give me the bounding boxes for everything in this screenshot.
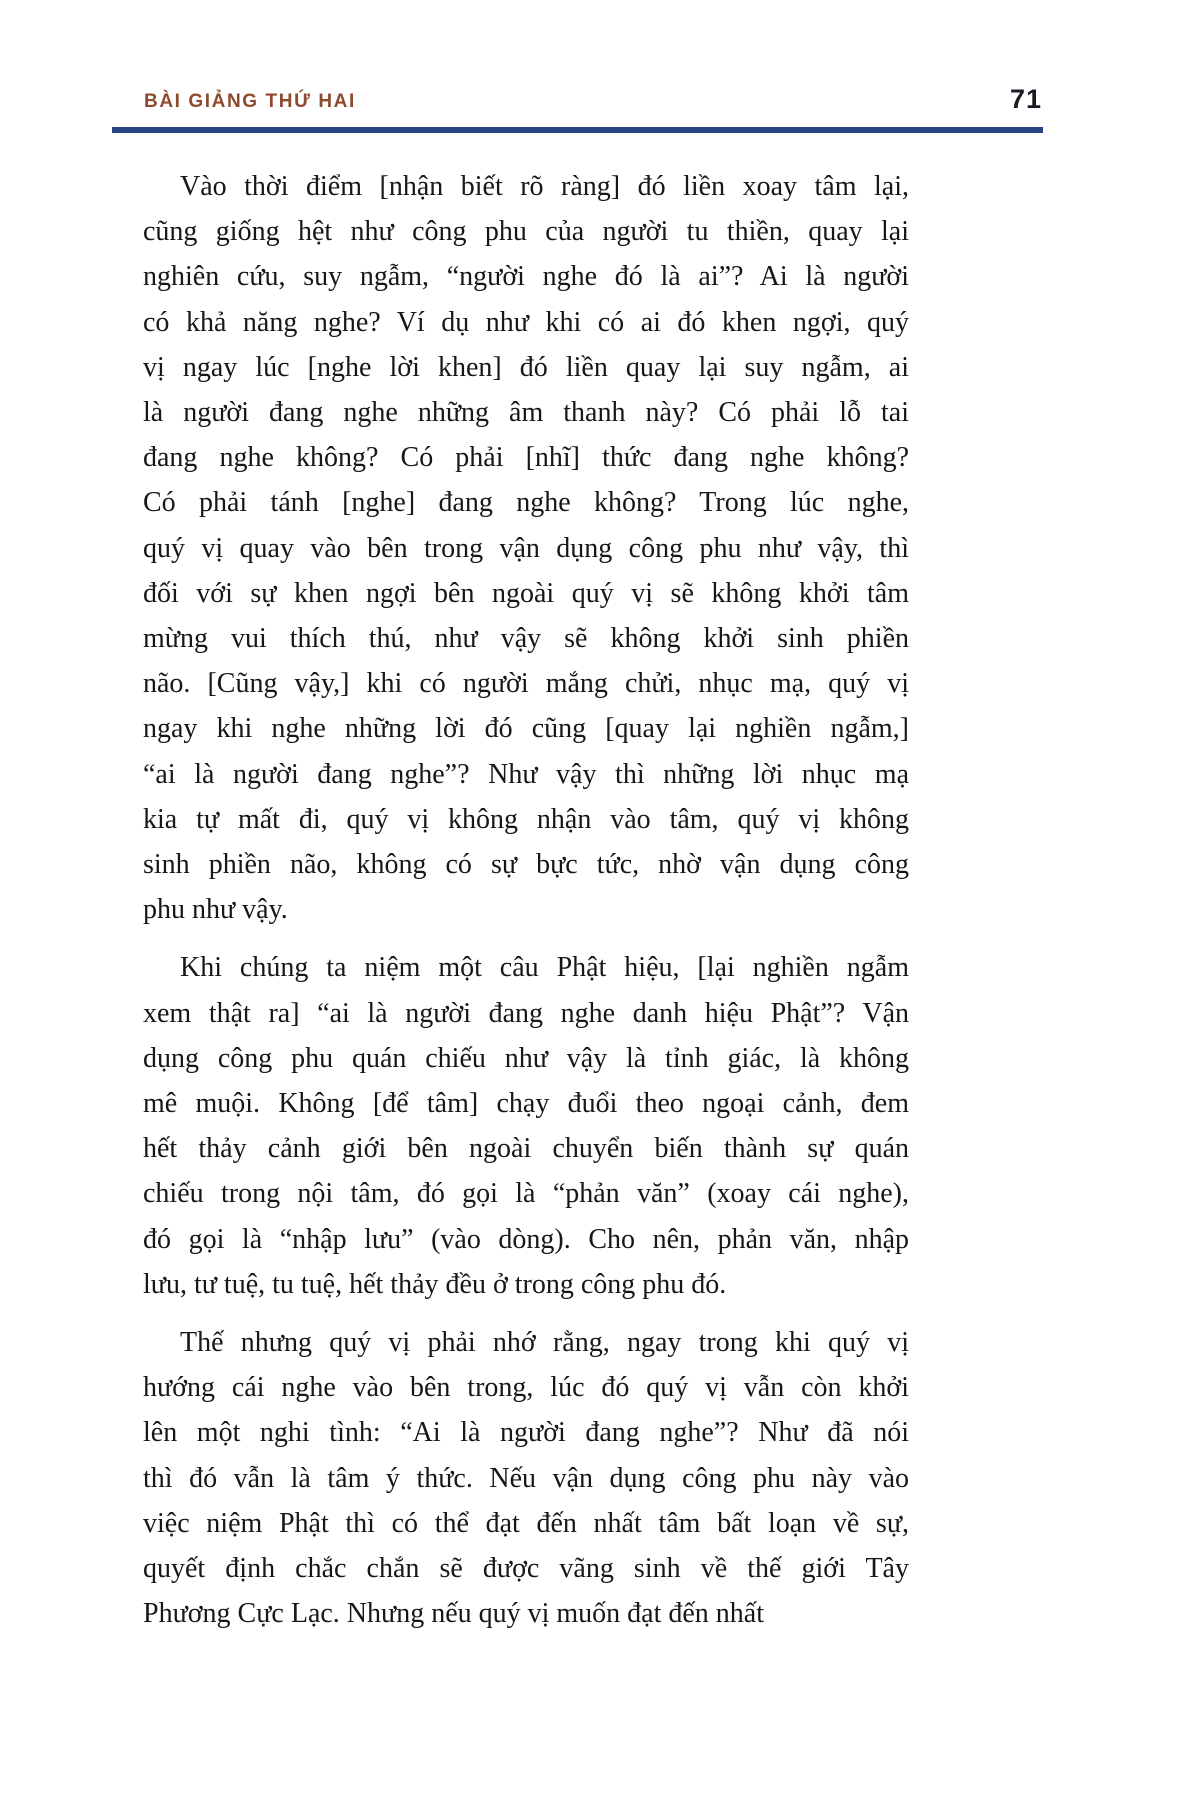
text-line: có khả năng nghe? Ví dụ như khi có ai đó khen ngợi, quý (143, 306, 909, 338)
text-line: việc niệm Phật thì có thể đạt đến nhất tâm bất loạn về sự, (143, 1507, 909, 1539)
text-line: chiếu trong nội tâm, đó gọi là “phản văn” (xoay cái nghe), (143, 1178, 909, 1210)
text-line: đang nghe không? Có phải [nhĩ] thức đang nghe không? (143, 442, 909, 474)
text-line: thì đó vẫn là tâm ý thức. Nếu vận dụng công phu này vào (143, 1462, 909, 1494)
text-line: quý vị quay vào bên trong vận dụng công phu như vậy, thì (143, 532, 909, 564)
text-line: Thế nhưng quý vị phải nhớ rằng, ngay trong khi quý vị (180, 1327, 909, 1359)
paragraph (143, 945, 909, 1307)
text-line: “ai là người đang nghe”? Như vậy thì những lời nhục mạ (143, 758, 909, 790)
body-text (143, 164, 909, 1650)
text-line: xem thật ra] “ai là người đang nghe danh hiệu Phật”? Vận (143, 997, 909, 1029)
text-line: Khi chúng ta niệm một câu Phật hiệu, [lại nghiền ngẫm (180, 952, 909, 984)
text-line: phu như vậy. (143, 894, 288, 926)
text-line: Phương Cực Lạc. Nhưng nếu quý vị muốn đạt đến nhất (143, 1598, 765, 1630)
text-line: hướng cái nghe vào bên trong, lúc đó quý vị vẫn còn khởi (143, 1372, 909, 1404)
running-header-title: BÀI GIẢNG THỨ HAI (144, 91, 356, 112)
text-line: dụng công phu quán chiếu như vậy là tỉnh giác, là không (143, 1042, 909, 1074)
text-line: ngay khi nghe những lời đó cũng [quay lại nghiền ngẫm,] (143, 713, 909, 745)
text-line: Vào thời điểm [nhận biết rõ ràng] đó liền xoay tâm lại, (180, 171, 909, 202)
text-line: đối với sự khen ngợi bên ngoài quý vị sẽ không khởi tâm (143, 577, 909, 609)
paragraph (143, 164, 909, 932)
text-line: Có phải tánh [nghe] đang nghe không? Trong lúc nghe, (143, 487, 909, 519)
text-line: lưu, tư tuệ, tu tuệ, hết thảy đều ở trong công phu đó. (143, 1268, 727, 1300)
text-line: vị ngay lúc [nghe lời khen] đó liền quay lại suy ngẫm, ai (143, 351, 909, 383)
text-line: não. [Cũng vậy,] khi có người mắng chửi, nhục mạ, quý vị (143, 668, 909, 700)
text-line: lên một nghi tình: “Ai là người đang nghe”? Như đã nói (143, 1417, 909, 1449)
text-line: quyết định chắc chắn sẽ được vãng sinh về thế giới Tây (143, 1553, 909, 1585)
text-line: cũng giống hệt như công phu của người tu thiền, quay lại (143, 216, 909, 248)
header-rule-divider (112, 127, 1043, 133)
text-line: đó gọi là “nhập lưu” (vào dòng). Cho nên, phản văn, nhập (143, 1223, 909, 1255)
text-line: mừng vui thích thú, như vậy sẽ không khởi sinh phiền (143, 623, 909, 655)
text-line: là người đang nghe những âm thanh này? Có phải lỗ tai (143, 397, 909, 429)
text-line: hết thảy cảnh giới bên ngoài chuyển biến thành sự quán (143, 1133, 909, 1165)
text-line: sinh phiền não, không có sự bực tức, nhờ vận dụng công (143, 849, 909, 881)
page-number: 71 (1009, 84, 1042, 114)
text-line: nghiên cứu, suy ngẫm, “người nghe đó là ai”? Ai là người (143, 261, 909, 293)
paragraph (143, 1320, 909, 1636)
text-line: mê muội. Không [để tâm] chạy đuổi theo ngoại cảnh, đem (143, 1088, 909, 1120)
text-line: kia tự mất đi, quý vị không nhận vào tâm, quý vị không (143, 803, 909, 835)
